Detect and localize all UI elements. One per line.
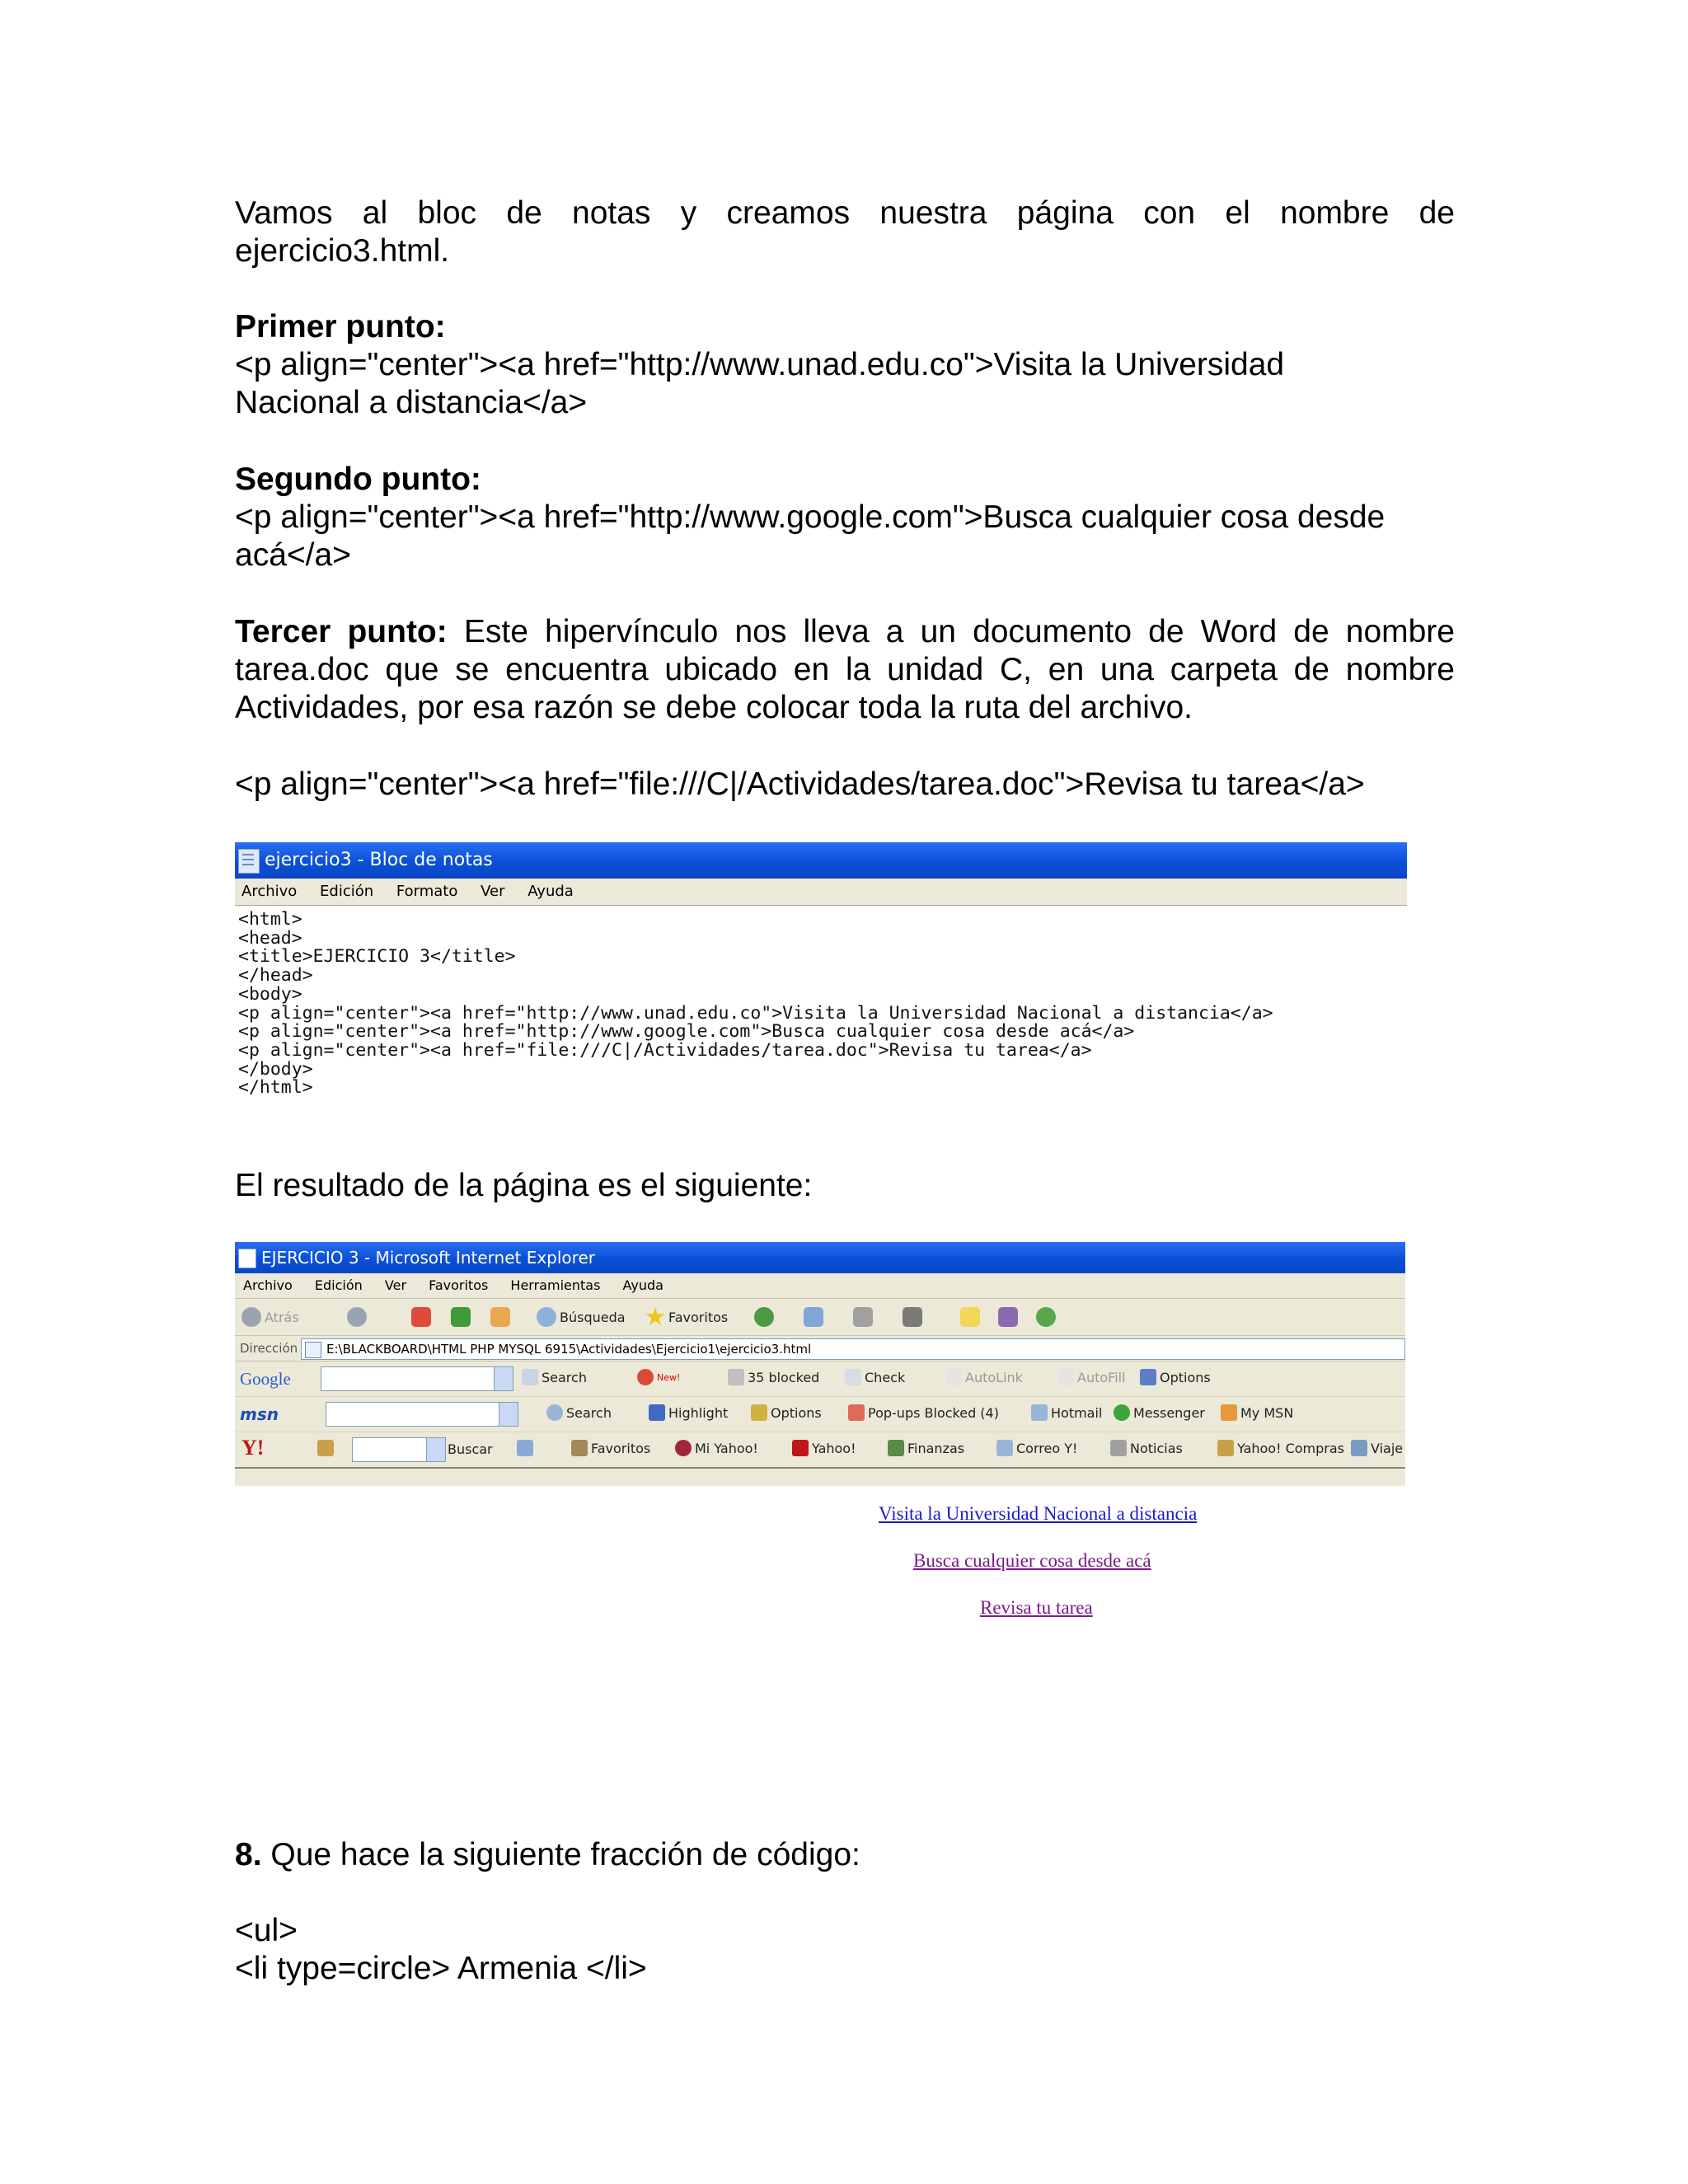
google-options-label: Options	[1160, 1369, 1211, 1385]
link-google[interactable]: Busca cualquier cosa desde acá	[913, 1550, 1151, 1571]
segundo-code-line-1: <p align="center"><a href="http://www.google.com">Busca cualquier cosa desde	[235, 499, 1386, 535]
options-icon	[751, 1404, 767, 1421]
code-line: </head>	[238, 965, 313, 987]
stop-button[interactable]	[411, 1299, 434, 1335]
tercer-line-1	[235, 613, 1455, 651]
tercer-punto-label: Tercer punto:	[235, 614, 448, 649]
ie-window	[235, 1242, 1405, 1486]
google-search-label: Search	[542, 1369, 587, 1385]
yahoo-button[interactable]	[792, 1440, 856, 1456]
autolink-icon	[945, 1369, 962, 1385]
msn-search-button[interactable]	[546, 1404, 612, 1421]
ie-title: EJERCICIO 3 - Microsoft Internet Explorer	[261, 1248, 595, 1268]
buscar-label: Buscar	[448, 1441, 493, 1457]
my-msn-icon	[1221, 1404, 1237, 1421]
notepad-menu-formato[interactable]: Formato	[396, 883, 458, 900]
search-label: Búsqueda	[560, 1309, 626, 1325]
question-text: Que hace la siguiente fracción de código:	[270, 1837, 860, 1872]
noticias-button[interactable]	[1110, 1440, 1183, 1456]
notepad-menu-ver[interactable]: Ver	[481, 883, 505, 900]
compras-button[interactable]	[1217, 1440, 1344, 1456]
pencil-icon	[317, 1440, 334, 1456]
research-button[interactable]	[998, 1299, 1021, 1335]
popups-blocked-button[interactable]	[848, 1404, 999, 1421]
ie-title-bar	[235, 1242, 1405, 1273]
question-number: 8.	[235, 1837, 262, 1872]
code-line: <p align="center"><a href="file:///C|/Actividades/tarea.doc">Revisa tu tarea</a>	[238, 1039, 1092, 1061]
google-toolbar	[235, 1361, 1405, 1397]
popups-blocked-icon	[848, 1404, 865, 1421]
notepad-menu-edicion[interactable]: Edición	[320, 883, 374, 900]
bookmarks-icon	[571, 1440, 588, 1456]
ie-menu-ver[interactable]: Ver	[384, 1277, 407, 1293]
result-intro: El resultado de la página es el siguiente:	[235, 1168, 813, 1203]
notepad-menu-bar	[235, 879, 1407, 906]
highlight-label: Highlight	[668, 1404, 729, 1421]
back-label: Atrás	[265, 1309, 299, 1325]
print-icon	[853, 1307, 873, 1327]
intro-paragraph	[235, 194, 1455, 270]
primer-code-line-1: <p align="center"><a href="http://www.unad.edu.co">Visita la Universidad	[235, 347, 1285, 382]
yahoo-logo[interactable]: Y!	[241, 1436, 265, 1460]
viajes-button[interactable]	[1351, 1440, 1403, 1456]
intro-line-1: Vamos al bloc de notas y creamos nuestra página con el nombre de	[235, 195, 1455, 231]
highlight-icon	[649, 1404, 665, 1421]
search-icon	[546, 1404, 563, 1421]
google-new-badge: New!	[657, 1371, 681, 1383]
history-button[interactable]	[754, 1299, 777, 1335]
google-logo[interactable]: Google	[240, 1369, 291, 1389]
ie-menu-favoritos[interactable]: Favoritos	[429, 1277, 489, 1293]
tercer-line-3: Actividades, por esa razón se debe colocar toda la ruta del archivo.	[235, 690, 1193, 725]
ie-menu-bar	[235, 1273, 1405, 1299]
discuss-button[interactable]	[960, 1299, 983, 1335]
shopping-bag-icon	[1217, 1440, 1234, 1456]
popups-blocked-label: Pop-ups Blocked (4)	[868, 1404, 999, 1421]
home-icon	[490, 1307, 510, 1327]
code-line: </body>	[238, 1058, 313, 1080]
viajes-label: Viaje	[1371, 1440, 1404, 1456]
messenger-icon	[1036, 1307, 1056, 1327]
notepad-title: ejercicio3 - Bloc de notas	[265, 850, 493, 870]
my-yahoo-icon	[675, 1440, 692, 1456]
yahoo-icon	[792, 1440, 809, 1456]
yahoo-toolbar	[235, 1432, 1405, 1469]
link-unad[interactable]: Visita la Universidad Nacional a distancia	[879, 1503, 1198, 1524]
page-icon	[305, 1342, 321, 1358]
address-value: E:\BLACKBOARD\HTML PHP MYSQL 6915\Actividades\Ejercicio1\ejercicio3.html	[326, 1342, 812, 1357]
google-search-input[interactable]	[321, 1366, 513, 1391]
google-search-button[interactable]	[522, 1369, 587, 1385]
hotmail-label: Hotmail	[1051, 1404, 1103, 1421]
stop-icon	[411, 1307, 431, 1327]
refresh-button[interactable]	[451, 1299, 474, 1335]
correo-label: Correo Y!	[1016, 1440, 1078, 1456]
ie-menu-edicion[interactable]: Edición	[314, 1277, 363, 1293]
msn-messenger-button[interactable]	[1114, 1404, 1205, 1421]
back-button[interactable]	[241, 1299, 299, 1335]
star-icon	[645, 1307, 665, 1327]
code-ul: <ul>	[235, 1913, 298, 1948]
search-icon	[537, 1307, 556, 1327]
autofill-icon	[1057, 1369, 1074, 1385]
ie-menu-ayuda[interactable]: Ayuda	[622, 1277, 663, 1293]
popup-blocker-icon	[728, 1369, 744, 1385]
noticias-label: Noticias	[1130, 1440, 1183, 1456]
favoritos-label: Favoritos	[591, 1440, 651, 1456]
mail-icon	[996, 1440, 1013, 1456]
code-line: </html>	[238, 1077, 313, 1099]
news-icon	[1110, 1440, 1127, 1456]
notepad-title-bar	[235, 842, 1407, 879]
popup-blocked-button[interactable]	[728, 1369, 819, 1385]
autolink-button[interactable]	[945, 1369, 1023, 1385]
popup-blocked-label: 35 blocked	[748, 1369, 820, 1385]
notepad-icon	[238, 849, 260, 874]
correo-button[interactable]	[996, 1440, 1077, 1456]
segundo-code-line-2: acá</a>	[235, 537, 351, 573]
tercer-code: <p align="center"><a href="file:///C|/Actividades/tarea.doc">Revisa tu tarea</a>	[235, 766, 1365, 802]
code-line: <title>EJERCICIO 3</title>	[238, 946, 516, 968]
notepad-menu-archivo[interactable]: Archivo	[241, 883, 298, 900]
mi-yahoo-label: Mi Yahoo!	[695, 1440, 758, 1456]
primer-code-line-2: Nacional a distancia</a>	[235, 385, 588, 420]
messenger-label: Messenger	[1133, 1404, 1205, 1421]
code-line: <head>	[238, 927, 302, 949]
forward-button[interactable]	[347, 1299, 370, 1335]
check-label: Check	[865, 1369, 906, 1385]
note-icon	[960, 1307, 980, 1327]
tercer-punto	[235, 613, 1455, 727]
favorites-label: Favoritos	[668, 1309, 729, 1325]
google-options-button[interactable]	[1140, 1369, 1211, 1385]
notepad-window	[235, 842, 1407, 1108]
home-button[interactable]	[490, 1299, 513, 1335]
msn-toolbar	[235, 1397, 1405, 1432]
code-line: <html>	[238, 909, 302, 930]
primer-punto-label: Primer punto:	[235, 309, 446, 344]
code-line: <p align="center"><a href="http://www.google.com">Busca cualquier cosa desde acá</a>	[238, 1021, 1135, 1043]
history-icon	[754, 1307, 774, 1327]
autofill-button[interactable]	[1057, 1369, 1126, 1385]
google-new-button[interactable]	[637, 1369, 680, 1385]
finance-chart-icon	[888, 1440, 904, 1456]
mi-yahoo-button[interactable]	[675, 1440, 758, 1456]
my-msn-button[interactable]	[1221, 1404, 1293, 1421]
yahoo-buscar-button[interactable]	[448, 1441, 493, 1457]
code-line: <body>	[238, 983, 302, 1005]
research-icon	[998, 1307, 1018, 1327]
msn-logo[interactable]: msn	[240, 1404, 279, 1424]
layout-icon	[517, 1440, 533, 1456]
intro-line-2: ejercicio3.html.	[235, 233, 450, 269]
yahoo-search-input[interactable]	[352, 1437, 446, 1462]
link-tarea[interactable]: Revisa tu tarea	[980, 1597, 1093, 1618]
address-bar	[235, 1336, 1405, 1361]
pencil-button[interactable]	[317, 1440, 337, 1456]
edit-icon	[903, 1307, 922, 1327]
autofill-label: AutoFill	[1077, 1369, 1126, 1385]
segundo-punto	[235, 461, 1455, 574]
finanzas-label: Finanzas	[907, 1440, 965, 1456]
finanzas-button[interactable]	[888, 1440, 964, 1456]
airplane-icon	[1351, 1440, 1367, 1456]
google-g-icon	[522, 1369, 538, 1385]
spellcheck-icon	[845, 1369, 861, 1385]
mail-button[interactable]	[804, 1299, 827, 1335]
notepad-text-area[interactable]	[235, 906, 1407, 1098]
print-button[interactable]	[853, 1299, 876, 1335]
messenger-button[interactable]	[1036, 1299, 1059, 1335]
back-arrow-icon	[241, 1307, 261, 1327]
address-input[interactable]	[301, 1338, 1405, 1360]
compras-label: Yahoo! Compras	[1237, 1440, 1345, 1456]
address-label: Dirección	[240, 1341, 298, 1356]
pagerank-icon	[637, 1369, 654, 1385]
hotmail-button[interactable]	[1031, 1404, 1102, 1421]
code-line: <p align="center"><a href="http://www.unad.edu.co">Visita la Universidad Nacional a distancia</a>	[238, 1002, 1273, 1024]
options-icon	[1140, 1369, 1156, 1385]
ie-page-icon	[238, 1249, 256, 1268]
yahoo-layout-button[interactable]	[517, 1440, 537, 1456]
mail-icon	[804, 1307, 823, 1327]
tercer-line-1-text: Este hipervínculo nos lleva a un documento de Word de nombre	[463, 614, 1455, 649]
primer-punto	[235, 308, 1455, 422]
highlight-button[interactable]	[649, 1404, 728, 1421]
notepad-menu-ayuda[interactable]: Ayuda	[528, 883, 574, 900]
refresh-icon	[451, 1307, 471, 1327]
msn-search-input[interactable]	[326, 1402, 518, 1427]
mail-icon	[1031, 1404, 1048, 1421]
segundo-punto-label: Segundo punto:	[235, 462, 481, 497]
favorites-button[interactable]	[645, 1299, 728, 1335]
msn-options-label: Options	[771, 1404, 822, 1421]
my-msn-label: My MSN	[1240, 1404, 1294, 1421]
ie-menu-herramientas[interactable]: Herramientas	[510, 1277, 601, 1293]
edit-button[interactable]	[903, 1299, 926, 1335]
yahoo-favoritos-button[interactable]	[571, 1440, 650, 1456]
spellcheck-button[interactable]	[845, 1369, 905, 1385]
ie-standard-toolbar	[235, 1299, 1405, 1336]
code-li: <li type=circle> Armenia </li>	[235, 1951, 647, 1986]
tercer-line-2: tarea.doc que se encuentra ubicado en la unidad C, en una carpeta de nombre	[235, 652, 1455, 687]
question-8-code	[235, 1912, 1455, 1988]
question-8	[235, 1836, 1455, 1874]
autolink-label: AutoLink	[965, 1369, 1023, 1385]
ie-menu-archivo[interactable]: Archivo	[243, 1277, 293, 1293]
yahoo-label: Yahoo!	[812, 1440, 856, 1456]
forward-arrow-icon	[347, 1307, 367, 1327]
msn-search-label: Search	[566, 1404, 612, 1421]
msn-options-button[interactable]	[751, 1404, 822, 1421]
search-button[interactable]	[537, 1299, 626, 1335]
messenger-icon	[1114, 1404, 1130, 1421]
